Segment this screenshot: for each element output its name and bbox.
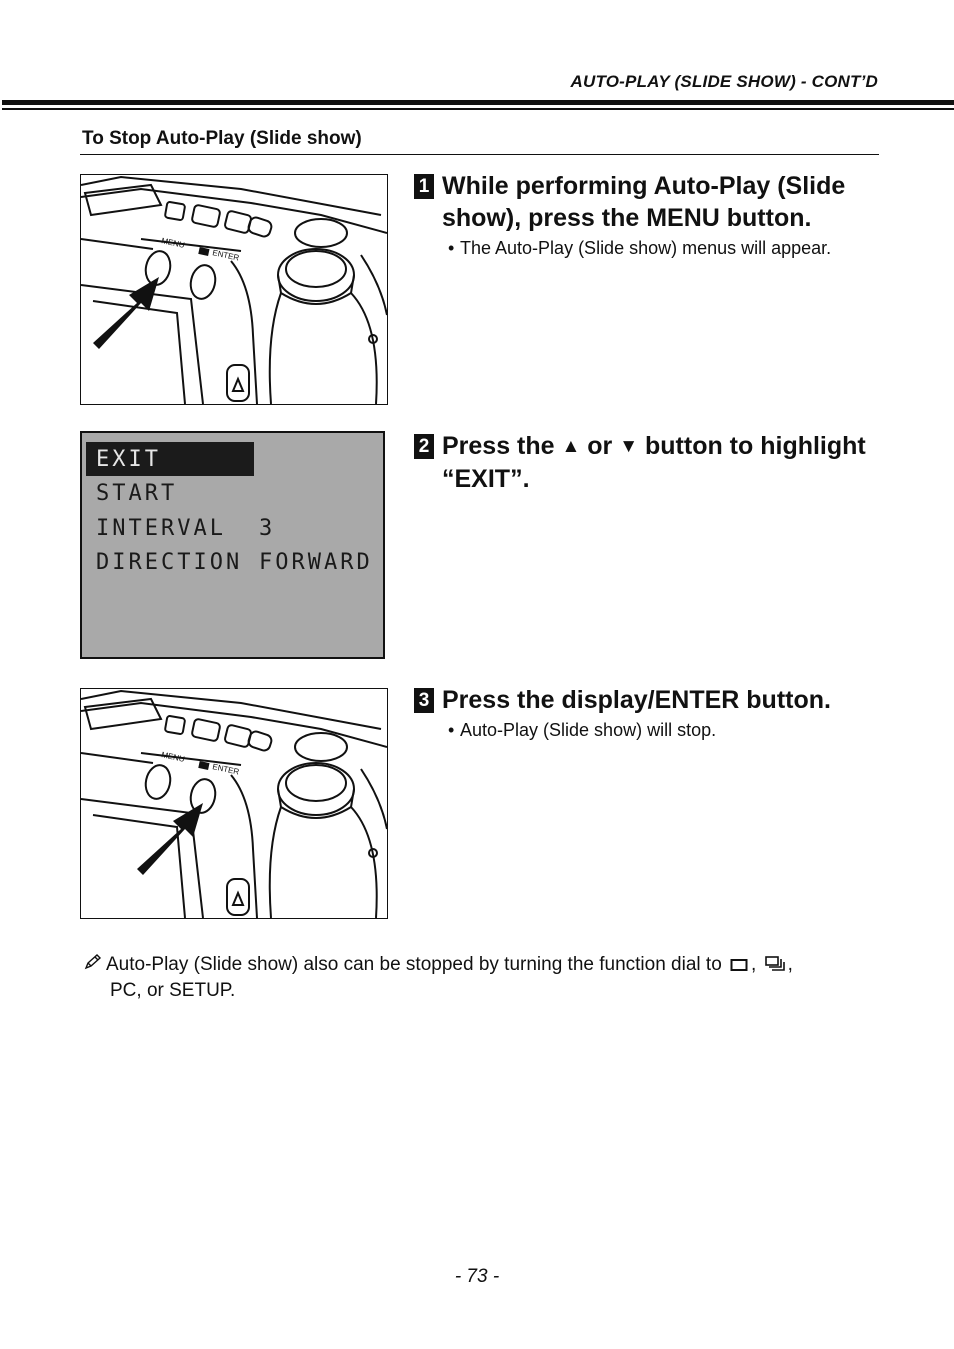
step-3-heading: Press the display/ENTER button. [442, 686, 831, 714]
step-1 [414, 170, 884, 260]
camera-illustration-enter [80, 688, 388, 919]
step-1-heading: While performing Auto-Play (Slide show), press the MENU button. [442, 172, 846, 232]
lcd-value-direction: FORWARD [259, 550, 373, 575]
step-number-1: 1 [414, 174, 434, 199]
note-comma: , [751, 954, 757, 975]
lcd-item-exit: EXIT [96, 447, 161, 472]
header-title: AUTO-PLAY (SLIDE SHOW) - CONT’D [570, 72, 878, 91]
lcd-item-interval: INTERVAL [96, 516, 226, 541]
step-3 [414, 684, 884, 742]
step-2-heading-before: Press the [442, 432, 555, 460]
note-line-1: Auto-Play (Slide show) also can be stopped by turning the function dial to [106, 954, 722, 975]
camera-illustration-menu [80, 174, 388, 405]
step-2 [414, 430, 884, 495]
lcd-highlight-bar [86, 442, 254, 476]
step-number-2: 2 [414, 434, 434, 459]
step-2-heading-after: button to highlight “EXIT”. [442, 432, 866, 493]
note-line-2: PC, or SETUP. [110, 980, 236, 1001]
single-frame-icon [730, 955, 748, 979]
menu-label: MENU [160, 750, 186, 764]
enter-label: ENTER [211, 762, 240, 777]
lcd-menu-display [80, 431, 385, 659]
step-3-bullet: • Auto-Play (Slide show) will stop. [448, 718, 884, 742]
multi-frame-icon [765, 955, 785, 979]
pencil-icon [84, 953, 106, 977]
menu-label: MENU [160, 236, 186, 250]
header-rule-thin [2, 108, 954, 110]
step-2-heading [442, 430, 884, 495]
step-number-3: 3 [414, 688, 434, 713]
enter-label: ENTER [211, 248, 240, 263]
section-rule [80, 154, 879, 155]
lcd-item-direction: DIRECTION [96, 550, 243, 575]
page-number: - 73 - [454, 1266, 500, 1287]
section-title: To Stop Auto-Play (Slide show) [82, 128, 362, 149]
up-arrow-icon: ▲ [561, 436, 581, 457]
step-1-bullet: • The Auto-Play (Slide show) menus will appear. [448, 236, 884, 260]
note-comma-2: , [787, 954, 793, 975]
note [84, 953, 884, 1003]
down-arrow-icon: ▼ [619, 436, 639, 457]
step-2-heading-or: or [587, 432, 613, 460]
lcd-value-interval: 3 [259, 516, 276, 541]
header-rule-thick [2, 100, 954, 105]
lcd-item-start: START [96, 481, 178, 506]
